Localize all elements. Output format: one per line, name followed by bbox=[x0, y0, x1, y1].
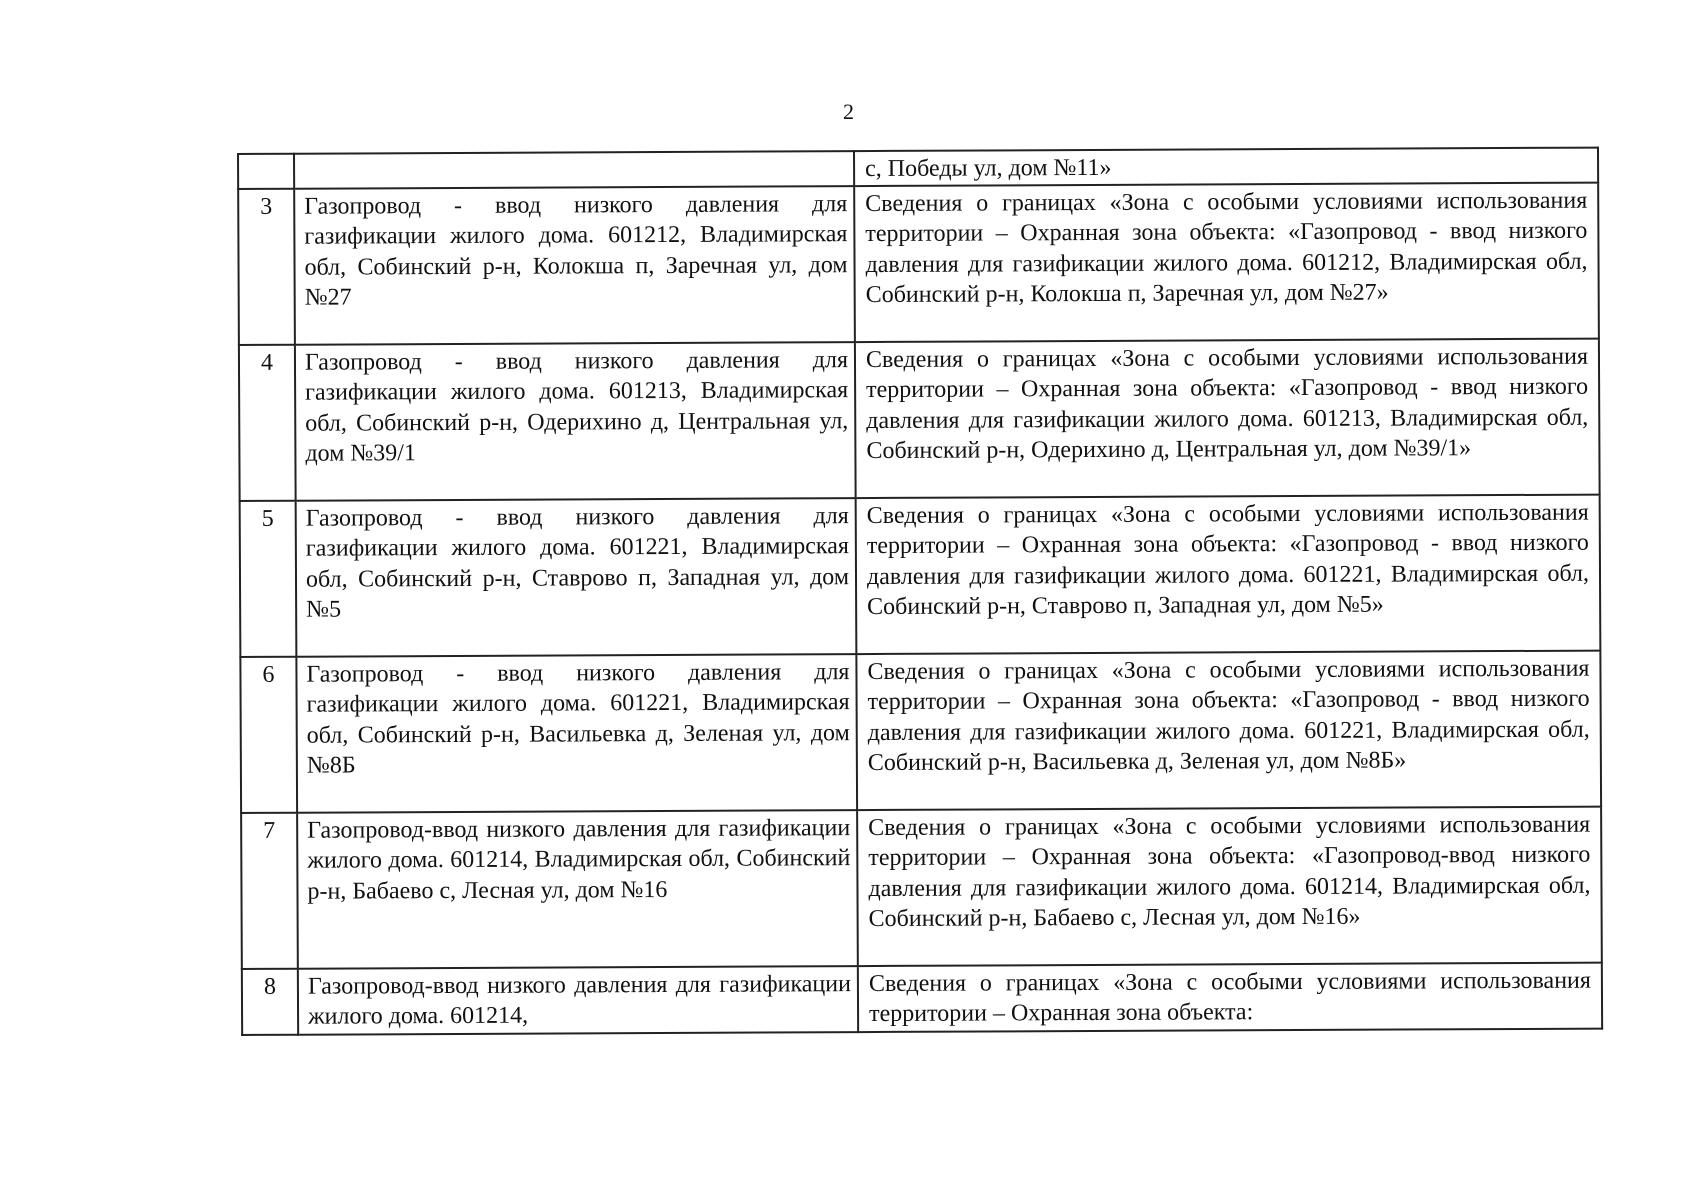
object-cell: Газопровод - ввод низкого давления для газификации жилого дома. 601212, Владимирская обл, Собинский р-н, Колокша п, Заречная ул, дом №27 bbox=[294, 186, 855, 345]
row-number-cell: 4 bbox=[239, 344, 296, 500]
row-number-cell bbox=[238, 154, 294, 189]
row-number-cell: 5 bbox=[240, 500, 297, 656]
object-cell: Газопровод-ввод низкого давления для газификации жилого дома. 601214, Владимирская обл, Собинский р-н, Бабаево с, Лесная ул, дом №16 bbox=[297, 810, 858, 969]
table-row bbox=[242, 962, 1602, 1034]
zone-info-cell: Сведения о границах «Зона с особыми условиями использования территории – Охранная зона объекта: «Газопровод - ввод низкого давления для газификации жилого дома. 601221, Владимирская обл, Собинский р-н, Васильевка д, Зеленая ул, дом №8Б» bbox=[856, 650, 1601, 810]
table-row bbox=[239, 338, 1600, 500]
table-row bbox=[240, 494, 1601, 656]
object-cell bbox=[294, 151, 854, 188]
object-cell: Газопровод - ввод низкого давления для газификации жилого дома. 601213, Владимирская обл, Собинский р-н, Одерихино д, Центральная ул, дом №39/1 bbox=[295, 342, 856, 501]
zone-info-cell: Сведения о границах «Зона с особыми условиями использования территории – Охранная зона объекта: «Газопровод - ввод низкого давления для газификации жилого дома. 601221, Владимирская обл, Собинский р-н, Ставрово п, Западная ул, дом №5» bbox=[856, 494, 1601, 654]
zone-info-cell: с, Победы ул, дом №11» bbox=[854, 148, 1598, 186]
table-row bbox=[241, 806, 1602, 968]
row-number-cell: 6 bbox=[240, 656, 297, 812]
zone-info-cell: Сведения о границах «Зона с особыми условиями использования территории – Охранная зона объекта: «Газопровод - ввод низкого давления для газификации жилого дома. 601212, Владимирская обл, Собинский р-н, Колокша п, Заречная ул, дом №27» bbox=[854, 182, 1599, 342]
object-cell: Газопровод-ввод низкого давления для газификации жилого дома. 601214, bbox=[298, 966, 858, 1035]
page-number: 2 bbox=[843, 99, 854, 124]
table-row bbox=[240, 650, 1601, 812]
table-row bbox=[238, 182, 1599, 344]
zone-info-cell: Сведения о границах «Зона с особыми условиями использования территории – Охранная зона объекта: «Газопровод - ввод низкого давления для газификации жилого дома. 601213, Владимирская обл, Собинский р-н, Одерихино д, Центральная ул, дом №39/1» bbox=[855, 338, 1600, 498]
zone-info-cell: Сведения о границах «Зона с особыми условиями использования территории – Охранная зона объекта: bbox=[858, 962, 1602, 1032]
object-cell: Газопровод - ввод низкого давления для газификации жилого дома. 601221, Владимирская обл, Собинский р-н, Васильевка д, Зеленая ул, дом №8Б bbox=[296, 654, 857, 813]
row-number-cell: 7 bbox=[241, 812, 298, 968]
zone-info-cell: Сведения о границах «Зона с особыми условиями использования территории – Охранная зона объекта: «Газопровод-ввод низкого давления для газификации жилого дома. 601214, Владимирская обл, Собинский р-н, Бабаево с, Лесная ул, дом №16» bbox=[857, 806, 1602, 966]
row-number-cell: 3 bbox=[238, 188, 295, 344]
row-number-cell: 8 bbox=[242, 968, 298, 1034]
zones-table bbox=[237, 147, 1603, 1036]
object-cell: Газопровод - ввод низкого давления для газификации жилого дома. 601221, Владимирская обл, Собинский р-н, Ставрово п, Западная ул, дом №5 bbox=[296, 498, 857, 657]
